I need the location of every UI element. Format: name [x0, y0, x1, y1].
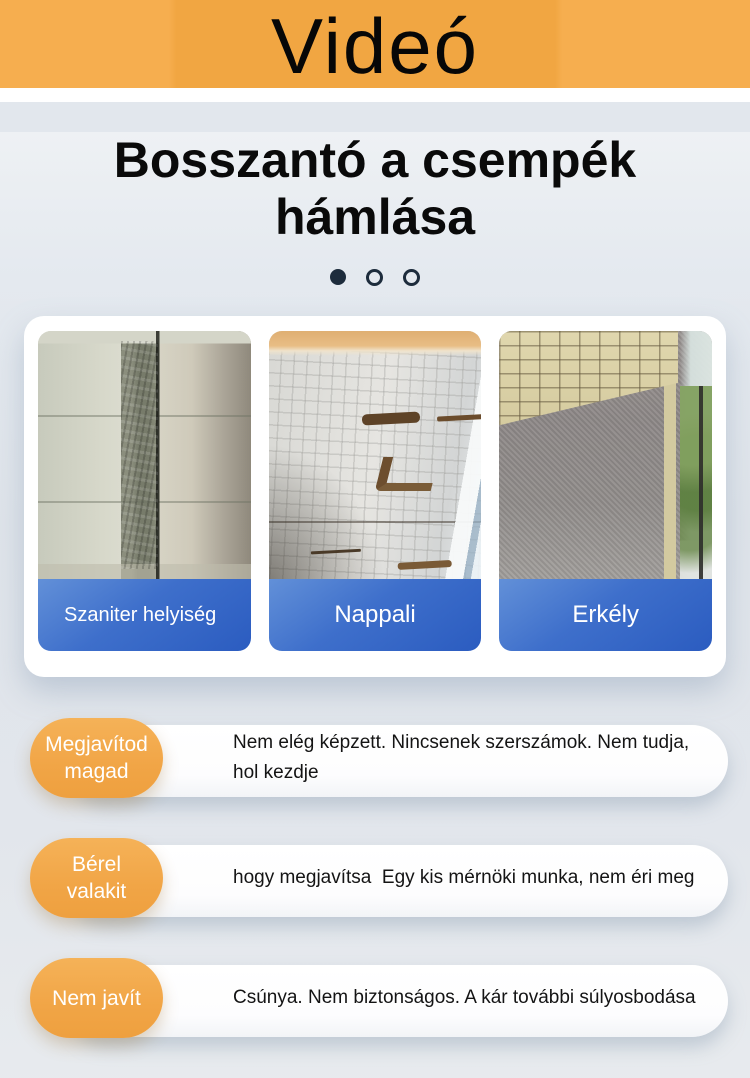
carousel-dot-3[interactable] [403, 269, 420, 286]
photo-bathroom-corner [38, 331, 251, 579]
gallery-card [24, 316, 726, 677]
video-title: Videó [270, 2, 480, 90]
option-tag-diy: Megjavítod magad [30, 718, 163, 798]
gallery-item-label: Nappali [269, 579, 482, 651]
main-content [0, 132, 750, 1078]
photo-mosaic-wall [269, 331, 482, 579]
gallery-item-szaniter [38, 331, 251, 651]
page-heading [0, 132, 750, 246]
photo-balcony-wall [499, 331, 712, 579]
option-desc: Nem elég képzett. Nincsenek szerszámok. Nem tudja, hol kezdje [233, 732, 695, 783]
option-row-norepair [30, 958, 728, 1038]
gallery-item-label: Szaniter helyiség [38, 579, 251, 651]
gallery-item-label: Erkély [499, 579, 712, 651]
carousel-dot-2[interactable] [366, 269, 383, 286]
carousel-dots [0, 268, 750, 286]
option-tag-hire: Bérel valakit [30, 838, 163, 918]
option-row-diy [30, 718, 728, 798]
option-row-hire [30, 838, 728, 918]
gallery-item-nappali [269, 331, 482, 651]
gallery-item-erkely [499, 331, 712, 651]
page-heading-line2: hámlása [274, 189, 476, 245]
option-tag-norepair: Nem javít [30, 958, 163, 1038]
header-bar [0, 0, 750, 88]
option-desc: hogy megjavítsa Egy kis mérnöki munka, nem éri meg [233, 867, 695, 888]
option-desc: Csúnya. Nem biztonságos. A kár további súlyosbodása [233, 987, 696, 1008]
carousel-dot-1[interactable] [330, 269, 346, 285]
page-heading-line1: Bosszantó a csempék [113, 132, 637, 188]
